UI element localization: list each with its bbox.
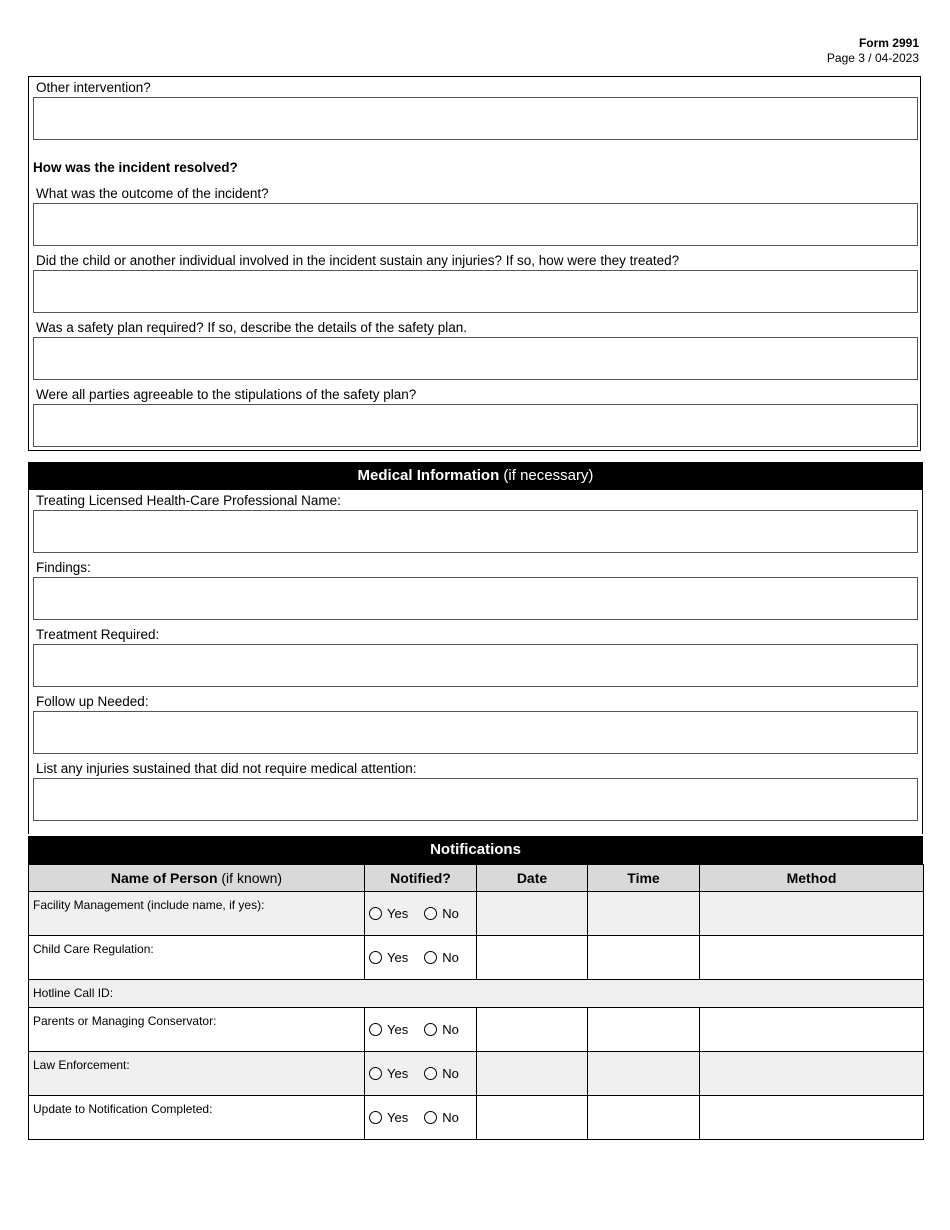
no-option[interactable]: [424, 906, 459, 921]
followup-label: Follow up Needed:: [36, 694, 149, 709]
row-name: Parents or Managing Conservator:: [29, 1008, 365, 1052]
method-cell[interactable]: [700, 1008, 924, 1052]
date-cell[interactable]: [477, 1052, 588, 1096]
yes-label: Yes: [387, 906, 409, 921]
row-name: Update to Notification Completed:: [29, 1096, 365, 1140]
date-cell[interactable]: [477, 1096, 588, 1140]
yes-label: Yes: [387, 950, 409, 965]
time-cell[interactable]: [588, 936, 700, 980]
outcome-label: What was the outcome of the incident?: [36, 186, 269, 201]
table-row: [29, 1052, 924, 1096]
treatment-field[interactable]: [33, 644, 918, 687]
notified-cell: [365, 1008, 477, 1052]
form-header: [827, 36, 919, 66]
no-label: No: [442, 1110, 459, 1125]
yes-option[interactable]: [369, 906, 408, 921]
no-label: No: [442, 1022, 459, 1037]
safety-plan-label: Was a safety plan required? If so, describe the details of the safety plan.: [36, 320, 467, 335]
col-notified-header: Notified?: [365, 865, 477, 892]
notified-cell: [365, 936, 477, 980]
yes-label: Yes: [387, 1022, 409, 1037]
notified-cell: [365, 892, 477, 936]
col-time-header: Time: [588, 865, 700, 892]
no-radio[interactable]: [424, 951, 437, 964]
resolved-heading: How was the incident resolved?: [33, 160, 238, 175]
findings-field[interactable]: [33, 577, 918, 620]
no-option[interactable]: [424, 1110, 459, 1125]
no-label: No: [442, 906, 459, 921]
notifications-title: Notifications: [430, 841, 521, 858]
outcome-field[interactable]: [33, 203, 918, 246]
page-info: Page 3 / 04-2023: [826, 51, 919, 65]
no-radio[interactable]: [424, 1023, 437, 1036]
yes-option[interactable]: [369, 1022, 408, 1037]
notified-cell: [365, 1052, 477, 1096]
yes-option[interactable]: [369, 1110, 408, 1125]
col-method-header: Method: [700, 865, 924, 892]
findings-label: Findings:: [36, 560, 91, 575]
yes-radio[interactable]: [369, 1023, 382, 1036]
method-cell[interactable]: [700, 1052, 924, 1096]
time-cell[interactable]: [588, 1052, 700, 1096]
row-name: Facility Management (include name, if yes):: [29, 892, 365, 936]
col-name-header: [29, 865, 365, 892]
yes-radio[interactable]: [369, 951, 382, 964]
hotline-call-id[interactable]: Hotline Call ID:: [29, 980, 924, 1008]
yes-label: Yes: [387, 1110, 409, 1125]
date-cell[interactable]: [477, 936, 588, 980]
no-radio[interactable]: [424, 1111, 437, 1124]
table-row: [29, 980, 924, 1008]
medical-header: [28, 462, 923, 490]
safety-plan-field[interactable]: [33, 337, 918, 380]
yes-radio[interactable]: [369, 1067, 382, 1080]
date-cell[interactable]: [477, 892, 588, 936]
method-cell[interactable]: [700, 1096, 924, 1140]
row-name: Law Enforcement:: [29, 1052, 365, 1096]
no-option[interactable]: [424, 1022, 459, 1037]
professional-label: Treating Licensed Health-Care Professional Name:: [36, 493, 341, 508]
col-name-suffix: (if known): [221, 870, 283, 886]
date-cell[interactable]: [477, 1008, 588, 1052]
minor-injuries-label: List any injuries sustained that did not require medical attention:: [36, 761, 417, 776]
no-radio[interactable]: [424, 1067, 437, 1080]
no-label: No: [442, 1066, 459, 1081]
no-option[interactable]: [424, 1066, 459, 1081]
method-cell[interactable]: [700, 892, 924, 936]
notifications-table: [28, 864, 924, 1140]
treatment-label: Treatment Required:: [36, 627, 160, 642]
table-header-row: [29, 865, 924, 892]
agreeable-field[interactable]: [33, 404, 918, 447]
professional-field[interactable]: [33, 510, 918, 553]
no-option[interactable]: [424, 950, 459, 965]
injuries-field[interactable]: [33, 270, 918, 313]
yes-label: Yes: [387, 1066, 409, 1081]
agreeable-label: Were all parties agreeable to the stipulations of the safety plan?: [36, 387, 417, 402]
table-row: [29, 1096, 924, 1140]
yes-option[interactable]: [369, 950, 408, 965]
medical-title: Medical Information: [357, 467, 500, 484]
table-row: [29, 936, 924, 980]
yes-radio[interactable]: [369, 907, 382, 920]
no-label: No: [442, 950, 459, 965]
notified-cell: [365, 1096, 477, 1140]
table-row: [29, 892, 924, 936]
yes-option[interactable]: [369, 1066, 408, 1081]
other-intervention-field[interactable]: [33, 97, 918, 140]
medical-title-suffix: (if necessary): [503, 467, 594, 484]
other-intervention-label: Other intervention?: [36, 80, 151, 95]
time-cell[interactable]: [588, 1008, 700, 1052]
row-name: Child Care Regulation:: [29, 936, 365, 980]
no-radio[interactable]: [424, 907, 437, 920]
minor-injuries-field[interactable]: [33, 778, 918, 821]
notifications-header: [28, 836, 923, 864]
col-date-header: Date: [477, 865, 588, 892]
injuries-label: Did the child or another individual involved in the incident sustain any injuries? If so, how were they treated?: [36, 253, 680, 268]
yes-radio[interactable]: [369, 1111, 382, 1124]
table-row: [29, 1008, 924, 1052]
followup-field[interactable]: [33, 711, 918, 754]
method-cell[interactable]: [700, 936, 924, 980]
col-name-label: Name of Person: [110, 870, 218, 886]
time-cell[interactable]: [588, 1096, 700, 1140]
form-number: Form 2991: [858, 36, 919, 50]
time-cell[interactable]: [588, 892, 700, 936]
